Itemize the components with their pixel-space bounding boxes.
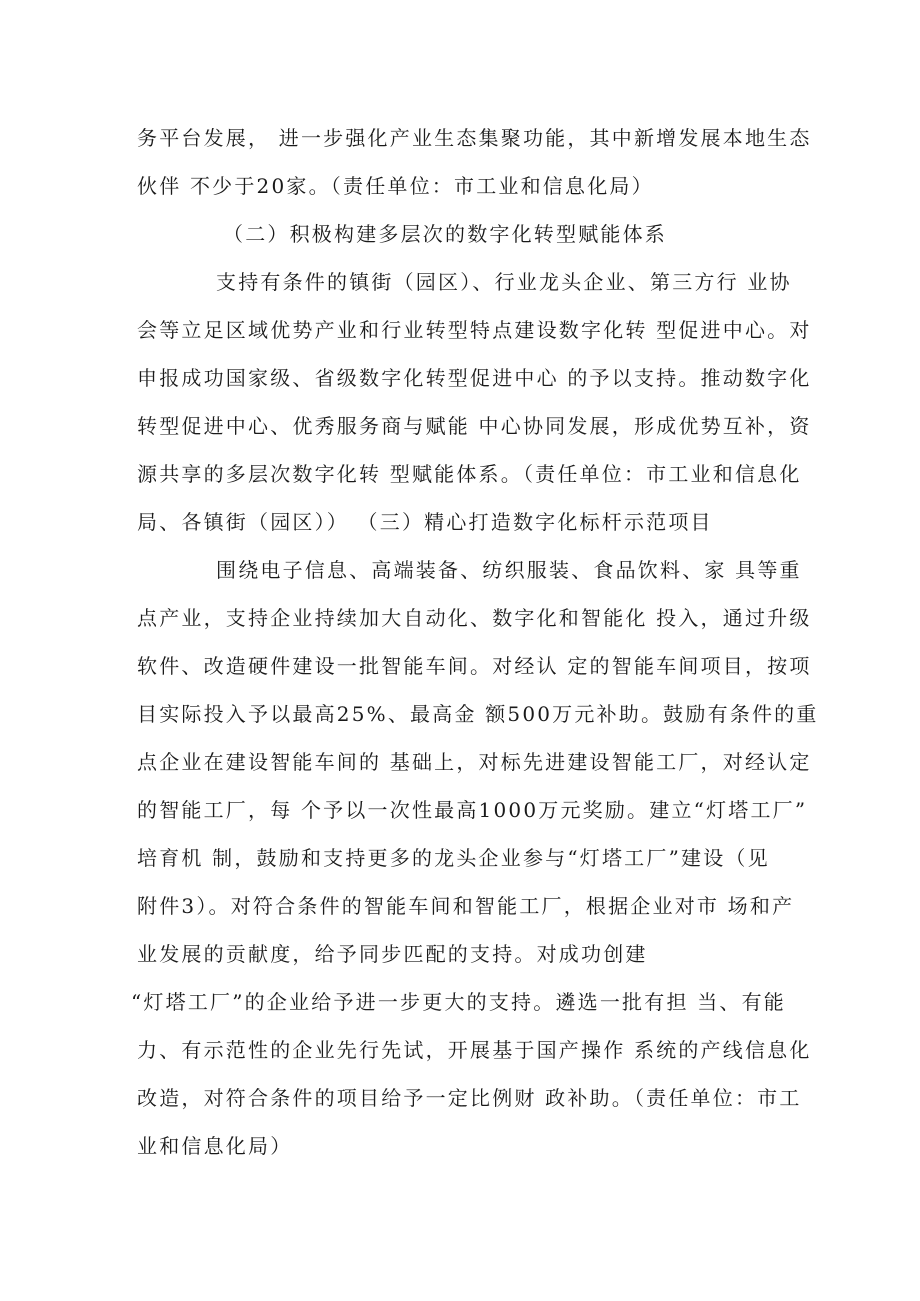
text-line-7: 转型促进中心、优秀服务商与赋能 中心协同发展，形成优势互补，资 (137, 414, 812, 438)
text-line-14: 点企业在建设智能车间的 基础上，对标先进建设智能工厂，对经认定 (137, 750, 812, 774)
text-line-20: 力、有示范性的企业先行先试，开展基于国产操作 系统的产线信息化 (137, 1038, 812, 1062)
text-line-16: 培育机 制，鼓励和支持更多的龙头企业参与“灯塔工厂”建设（见 (137, 846, 770, 870)
text-line-18: 业发展的贡献度，给予同步匹配的支持。对成功创建 (137, 942, 648, 966)
text-line-17: 附件3）。对符合条件的智能车间和智能工厂，根据企业对市 场和产 (137, 894, 795, 918)
text-line-15: 的智能工厂，每 个予以一次性最高1000万元奖励。建立“灯塔工厂” (137, 798, 808, 822)
text-line-12: 软件、改造硬件建设一批智能车间。对经认 定的智能车间项目，按项 (137, 654, 812, 678)
text-line-8: 源共享的多层次数字化转 型赋能体系。（责任单位：市工业和信息化 (137, 462, 802, 486)
text-line-22: 业和信息化局） (137, 1134, 293, 1158)
text-line-9: 局、各镇街（园区）） （三）精心打造数字化标杆示范项目 (137, 510, 713, 534)
text-line-6: 申报成功国家级、省级数字化转型促进中心 的予以支持。推动数字化 (137, 366, 812, 390)
text-line-10: 围绕电子信息、高端装备、纺织服装、食品饮料、家 具等重 (216, 558, 802, 582)
section-heading-2: （二）积极构建多层次的数字化转型赋能体系 (223, 222, 667, 246)
text-line-1: 务平台发展， 进一步强化产业生态集聚功能，其中新增发展本地生态 (137, 126, 812, 150)
text-line-2: 伙伴 不少于20家。（责任单位：市工业和信息化局） (137, 174, 654, 198)
text-line-5: 会等立足区域优势产业和行业转型特点建设数字化转 型促进中心。对 (137, 318, 812, 342)
text-line-13: 目实际投入予以最高25%、最高金 额500万元补助。鼓励有条件的重 (137, 702, 819, 726)
text-line-11: 点产业，支持企业持续加大自动化、数字化和智能化 投入，通过升级 (137, 606, 812, 630)
text-line-4: 支持有条件的镇街（园区）、行业龙头企业、第三方行 业协 (216, 270, 792, 294)
text-line-21: 改造，对符合条件的项目给予一定比例财 政补助。（责任单位：市工 (137, 1086, 802, 1110)
text-line-19: “灯塔工厂”的企业给予进一步更大的支持。遴选一批有担 当、有能 (131, 990, 787, 1014)
